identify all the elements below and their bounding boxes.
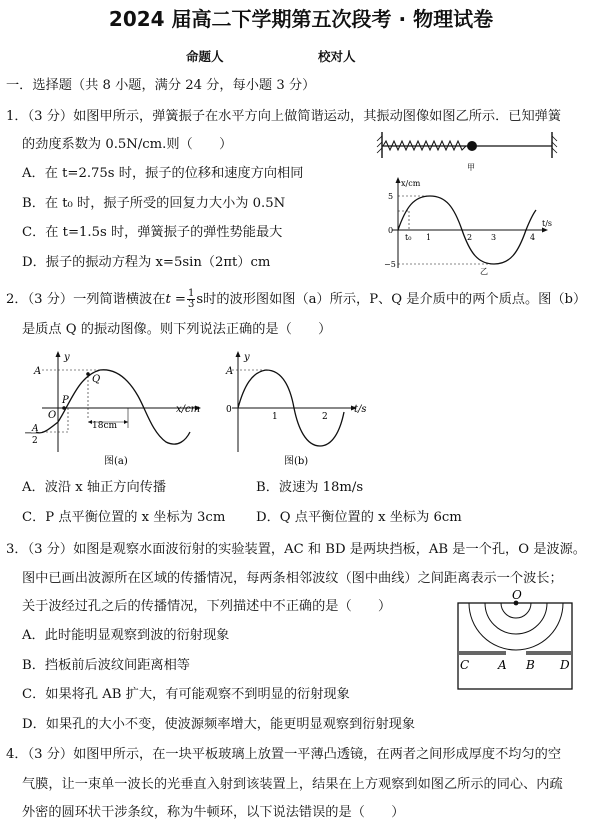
q2-option-d: D．Q 点平衡位置的 x 坐标为 6cm [256, 510, 462, 525]
q3-figure [456, 587, 576, 691]
q2-line1-pre: 2．（3 分）一列简谐横波在 [6, 292, 166, 307]
q2-option-a: A．波沿 x 轴正方向传播 [22, 480, 167, 495]
fig-yi-label: 乙 [480, 267, 488, 276]
q2-fraction [187, 289, 195, 310]
q1-graph-tick-2: 2 [467, 233, 473, 242]
q2-line1-post: s时的波形图如图（a）所示，P、Q 是介质中的两个质点。图（b） [196, 292, 587, 307]
q3-line1: 3．（3 分）如图是观察水面波衍射的实验装置，AC 和 BD 是两块挡板，AB 是一个孔，O 是波源。 [6, 542, 586, 557]
q1-line1: 1．（3 分）如图甲所示，弹簧振子在水平方向上做简谐运动，其振动图像如图乙所示．已知弹簧 [6, 109, 562, 124]
q2-option-c: C．P 点平衡位置的 x 坐标为 3cm [22, 510, 226, 525]
q1-graph-tick-5: 5 [388, 192, 394, 201]
q2-a-wave [36, 370, 190, 444]
q2-a-P: P [62, 395, 69, 406]
q2-frac-den: 3 [187, 299, 195, 310]
section-heading: 一．选择题（共 8 小题，满分 24 分，每小题 3 分） [6, 78, 316, 93]
q2-a-O: O [48, 410, 57, 421]
q1-graph-tick-neg5: −5 [384, 260, 396, 269]
q4-line1: 4．（3 分）如图甲所示，在一块平板玻璃上放置一平薄凸透镜，在两者之间形成厚度不均匀的空 [6, 747, 562, 762]
q1-graph-tick-0: 0 [388, 226, 394, 235]
q1-graph-tick-t0: t₀ [405, 233, 412, 242]
q2-t-eq: t = [165, 292, 186, 307]
q3-line3: 关于波经过孔之后的传播情况，下列描述中不正确的是（ ） [22, 599, 392, 614]
q2-a-dist: 18cm [92, 421, 118, 431]
q2-a-xlabel: x/cm [176, 404, 201, 415]
q2-frac-num: 1 [187, 288, 195, 299]
q2-option-b: B．波速为 18m/s [256, 480, 364, 495]
page-title: 2024 届高二下学期第五次段考 · 物理试卷 [108, 7, 494, 31]
q4-line3: 外密的圆环状干涉条纹，称为牛顿环，以下说法错误的是（ ） [22, 805, 405, 820]
q3-fig-B: B [526, 658, 535, 672]
q2-line2: 是质点 Q 的振动图像。则下列说法正确的是（ ） [22, 322, 332, 337]
q2-line1 [6, 289, 586, 310]
reviewer-label: 校对人 [318, 49, 356, 64]
q1-figure-jia [380, 128, 560, 176]
q1-graph-xlabel: t/s [542, 219, 553, 228]
q2-a-y: y [64, 352, 70, 363]
q1-option-c: C．在 t=1.5s 时，弹簧振子的弹性势能最大 [22, 225, 283, 240]
q3-fig-D: D [560, 658, 570, 672]
fig-jia-label: 甲 [467, 163, 475, 172]
q2-a-A: A [34, 366, 42, 377]
q2-a-Q: Q [92, 374, 101, 385]
q2-b-y: y [244, 352, 250, 363]
q2-b-xlabel: t/s [354, 404, 367, 415]
svg-text:−: − [24, 428, 33, 439]
q2-a-caption: 图(a) [104, 456, 128, 467]
q2-b-one: 1 [272, 412, 278, 422]
q1-figure-yi [380, 176, 560, 276]
q1-graph-tick-4: 4 [530, 233, 536, 242]
q2-b-caption: 图(b) [284, 456, 309, 467]
q4-line2: 气膜，让一束单一波长的光垂直入射到该装置上，结果在上方观察到如图乙所示的同心、内疏 [22, 777, 563, 792]
q1-graph-ylabel: x/cm [401, 179, 421, 188]
q2-a-negA-num: A [32, 424, 39, 434]
q3-option-c: C．如果将孔 AB 扩大，有可能观察不到明显的衍射现象 [22, 687, 350, 702]
q3-line2: 图中已画出波源所在区域的传播情况，每两条相邻波纹（图中曲线）之间距离表示一个波长； [22, 571, 563, 586]
q3-option-b: B．挡板前后波纹间距离相等 [22, 658, 190, 673]
q2-figure-b [214, 348, 384, 470]
q1-option-d: D．振子的振动方程为 x=5sin（2πt）cm [22, 255, 271, 270]
q1-option-b: B．在 t₀ 时，振子所受的回复力大小为 0.5N [22, 196, 286, 211]
q2-a-negA-den: 2 [32, 436, 38, 446]
q2-b-A: A [226, 366, 234, 377]
q2-figure-a [20, 348, 240, 470]
q3-fig-A: A [498, 658, 507, 672]
q3-fig-O: O [512, 588, 522, 602]
q3-fig-C: C [460, 658, 470, 672]
q1-graph-tick-1: 1 [426, 233, 432, 242]
q1-option-a: A．在 t=2.75s 时，振子的位移和速度方向相同 [22, 166, 304, 181]
author-label: 命题人 [186, 49, 224, 64]
q3-option-a: A．此时能明显观察到波的衍射现象 [22, 628, 230, 643]
q1-line2: 的劲度系数为 0.5N/cm.则（ ） [22, 137, 233, 152]
q3-option-d: D．如果孔的大小不变，使波源频率增大，能更明显观察到衍射现象 [22, 717, 416, 732]
q2-b-zero: 0 [226, 405, 232, 415]
q1-graph-tick-3: 3 [491, 233, 497, 242]
q2-b-two: 2 [322, 412, 328, 422]
